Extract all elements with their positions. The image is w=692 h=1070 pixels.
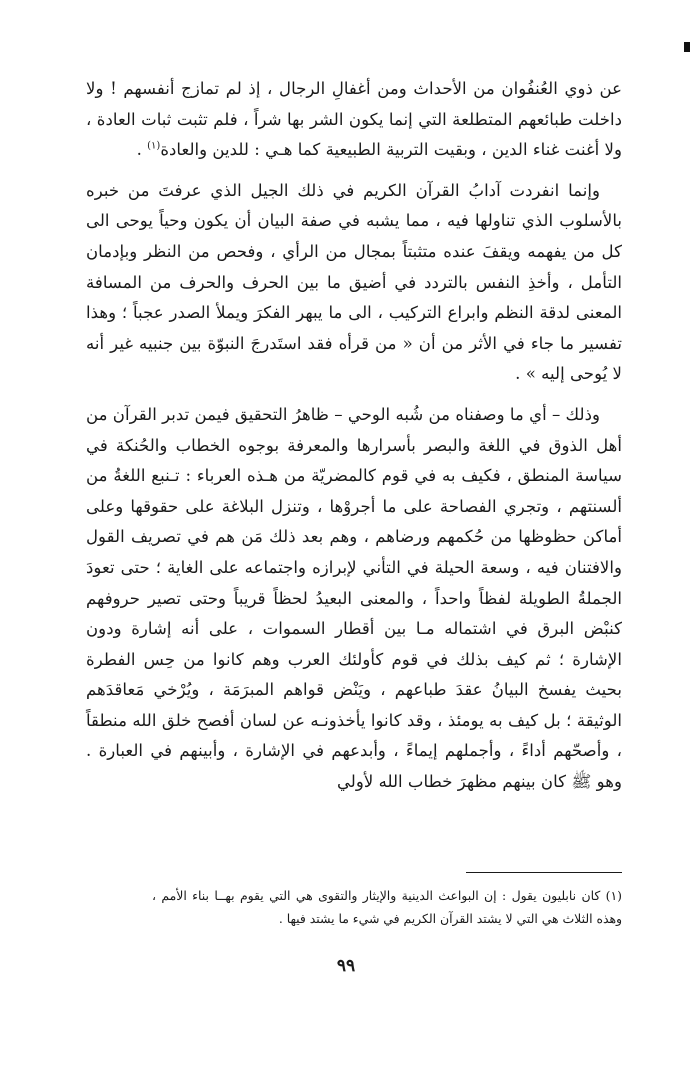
footnote-divider [466,872,622,873]
paragraph-2: وإنما انفردت آدابُ القرآن الكريم في ذلك الجيل الذي عرفتَ من خبره بالأسلوب الذي تناولها فيه ، مما يشبه في صفة البيان أن يكون وحياً يوحى الى كل من يفهمه ويقفَ عنده متثبتاً بمجال من الرأي ، وفحص من النظر وبإدمان التأمل ، وأخذِ النفس بالتردد في أضيق ما بين الحرف والحرف من المسافة المعنى لدقة النظم وابراع التركيب ، الى ما يبهر الفكرَ ويملأ الصدر عجباً ؛ وهذا تفسير ما جاء في الأثر من أن « من قرأه فقد استَدرجَ النبوّة بين جنبيه غير أنه لا يُوحى إليه » . [86,180,622,384]
paragraph-3: وذلك – أي ما وصفناه من شُبه الوحي – ظاهرُ التحقيق فيمن تدبر القرآن من أهل الذوق في اللغة والبصر بأسرارها والمعرفة بوجوه الخطاب والحُنكة في سياسة المنطق ، فكيف به في قوم كالمضريّة من هـذه العرباء : تـنبع اللغةُ من ألسنتهم ، وتجري الفصاحة على ما أجروْها ، وتنزل البلاغة على حقوقها وعلى أماكن حظوظها من حُكمهم ورضاهم ، وهم بعد ذلك مَن هم في تصريف القول والافتنان فيه ، وسعة الحيلة في التأني لإبرازه واجتماعه على الغاية ؛ حتى تعودَ الجملةُ الطويلة لفظاً واحداً ، والمعنى البعيدُ لحظاً قريباً وحتى تصير حروفهم كنبْض البرق في اشتماله مـا بين أقطار السموات ، على أنه إشارة ودون الإشارة ؛ ثم كيف بذلك في قوم كأولئك العرب وهم كانوا من حِس الفطرة بحيث يفسخ البيانُ عقدَ طباعهم ، ويَنْض قواهم المبرَمَة ، ويُرْخي مَعاقدَهم الوثيقة ؛ بل كيف به يومئذ ، وقد كانوا يأخذونـه عن لسان أفصح خلق الله منطقاً ، وأصحّهم أداءً ، وأجملهم إيماءً ، وأبدعهم في الإشارة ، وأبينهم في العبارة . وهو ﷺ كان بينهم مظهرَ خطاب الله لأولي [86,404,622,792]
paragraph-1-text: عن ذوي العُنفُوان من الأحداث ومن أغفالِ الرجال ، إذ لم تمازج أنفسهم ! ولا داخلت طبائعهم المتطلعة التي إنما يكون الشر بها شراً ، فلم تثبت ثبات العادة ، ولا أغنت غناء الدين ، وبقيت التربية الطبيعية كما هـي : للدين والعادة [86,79,622,160]
footnote [152,884,622,930]
paragraph-1 [86,74,622,166]
page-number: ٩٩ [336,956,356,976]
main-text [86,74,622,798]
paragraph-1-tail: . [136,140,148,160]
page-edge-mark [684,42,690,52]
footnote-text: (١) كان نابليون يقول : إن البواعث الدينية والإيثار والتقوى هي التي يقوم بهــا بناء الأمم ، وهذه الثلاث هي التي لا يشتد القرآن الكريم في شيء ما يشتد فيها . [152,888,622,926]
footnote-reference: (١) [147,140,161,152]
